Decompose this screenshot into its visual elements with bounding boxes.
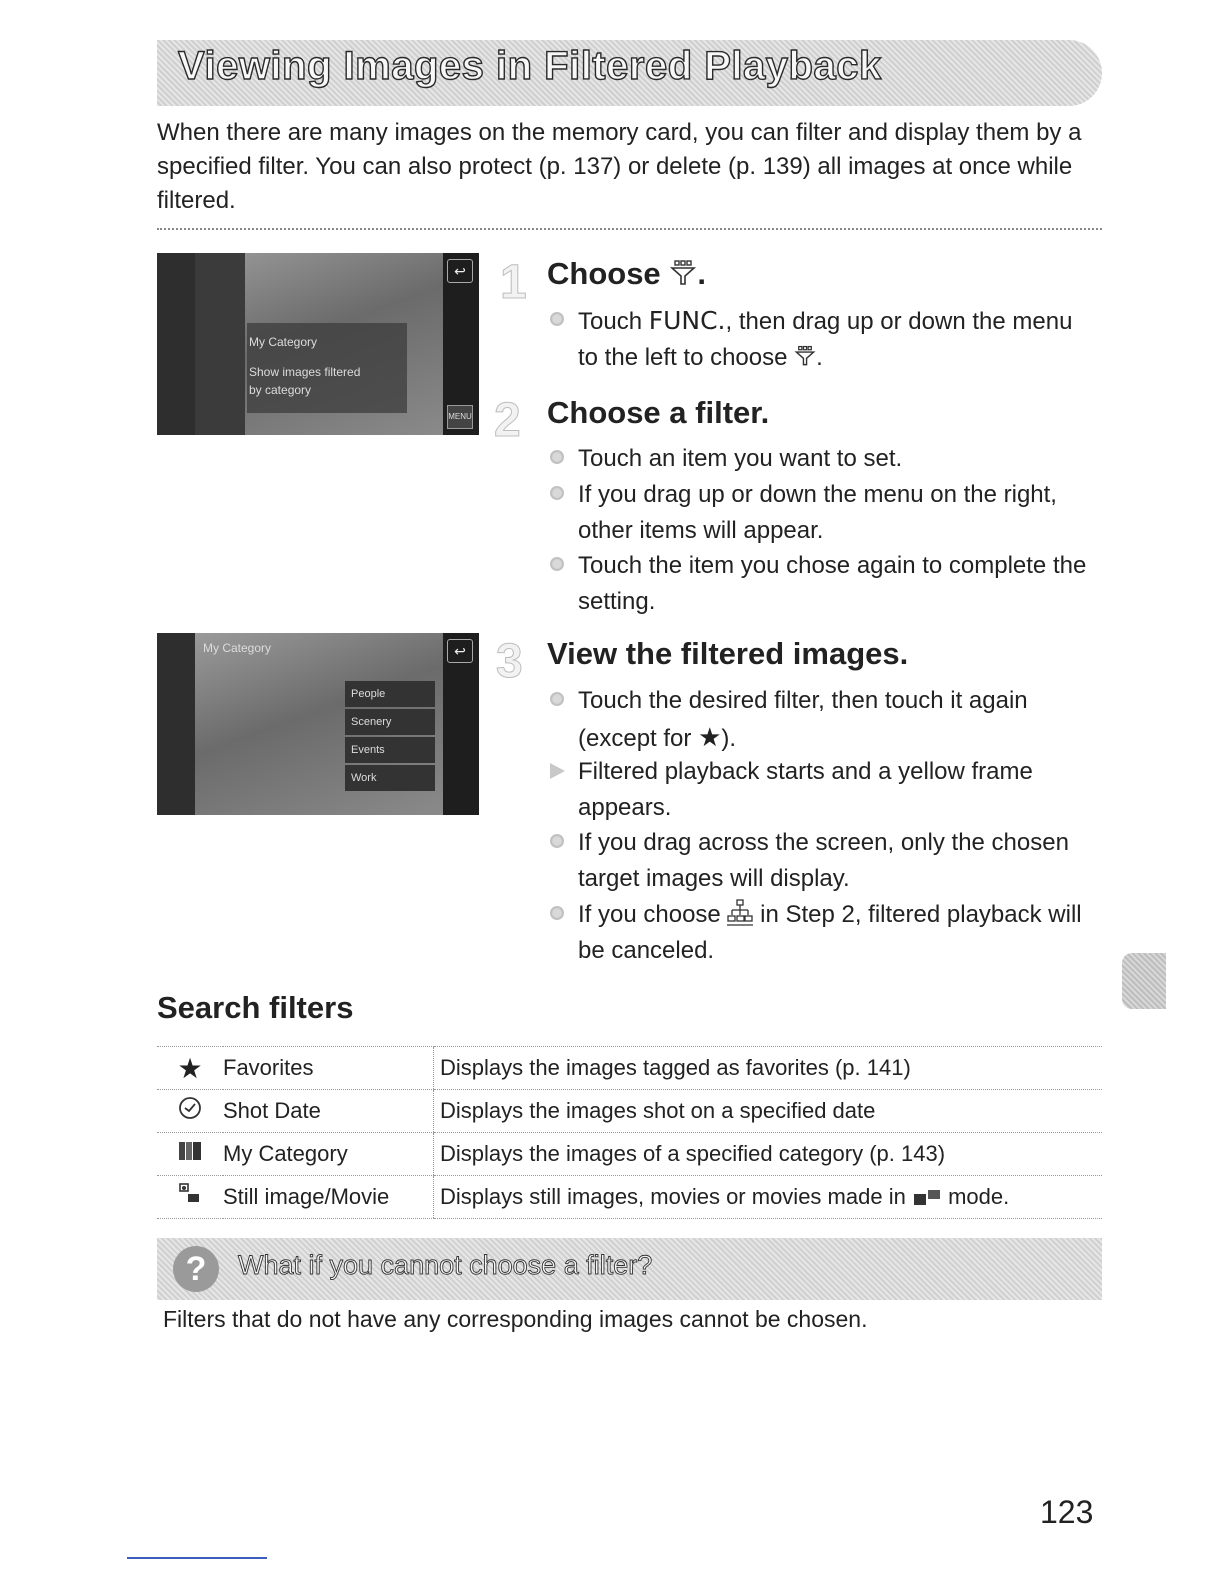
- menu-item-label: Show images filtered: [249, 365, 361, 379]
- tip-body: Filters that do not have any corresponding images cannot be chosen.: [163, 1306, 868, 1332]
- camera-screenshot-2: [157, 633, 479, 815]
- menu-item-label: by category: [249, 383, 312, 397]
- filter-option: Work: [345, 765, 435, 791]
- footer-line: [127, 1557, 267, 1559]
- bullet-text: If you choose: [578, 901, 721, 928]
- question-icon: ?: [173, 1246, 219, 1292]
- bullet-icon: [550, 312, 564, 326]
- filter-description: Displays the images of a specified category (p. 143): [434, 1133, 1103, 1176]
- step2-bullet: [578, 548, 1098, 620]
- filter-option: Events: [345, 737, 435, 763]
- step3-bullet: [578, 897, 1098, 969]
- result-arrow-icon: [550, 763, 565, 779]
- star-icon: ★: [157, 1047, 223, 1090]
- table-row: [157, 1176, 1102, 1219]
- step2-bullet: [578, 477, 1098, 549]
- step-heading: View the filtered images.: [547, 636, 909, 671]
- bullet-text: ).: [721, 725, 737, 752]
- star-icon: ★: [698, 722, 722, 752]
- bullet-icon: [550, 834, 564, 848]
- back-icon: ↩: [447, 639, 473, 663]
- clock-icon: [157, 1090, 223, 1133]
- left-bar: [157, 633, 195, 815]
- category-icon: [157, 1133, 223, 1176]
- bullet-text: Filtered playback starts and a yellow frame appears.: [578, 758, 1033, 821]
- menu-button: MENU: [447, 405, 473, 429]
- filter-description: [434, 1176, 1103, 1219]
- filter-name: Favorites: [223, 1047, 434, 1090]
- bullet-text: in Step 2, filtered playback will be canceled.: [578, 901, 1082, 964]
- table-row: [157, 1133, 1102, 1176]
- step2-bullet: [578, 441, 1098, 477]
- page-title: Viewing Images in Filtered Playback: [178, 44, 882, 88]
- bullet-icon: [550, 906, 564, 920]
- screen-label: My Category: [203, 641, 272, 655]
- func-label: FUNC.: [648, 306, 726, 335]
- bullet-icon: [550, 450, 564, 464]
- filter-option: Scenery: [345, 709, 435, 735]
- table-row: [157, 1090, 1102, 1133]
- search-filters-table: [157, 1046, 1102, 1219]
- page-number: 123: [1040, 1494, 1094, 1530]
- bullet-text: .: [816, 344, 823, 371]
- step-heading: [547, 256, 706, 292]
- bullet-text: If you drag up or down the menu on the right, other items will appear.: [578, 481, 1057, 544]
- divider: [157, 228, 1102, 230]
- step-number: 2: [494, 394, 521, 447]
- filter-name: My Category: [223, 1133, 434, 1176]
- step-heading-text: Choose: [547, 256, 661, 291]
- bullet-text: Touch the desired filter, then touch it again (except for: [578, 687, 1028, 752]
- bullet-text: Touch an item you want to set.: [578, 445, 903, 472]
- bullet-icon: [550, 486, 564, 500]
- step-number: 1: [500, 256, 527, 309]
- table-row: [157, 1047, 1102, 1090]
- chapter-tab: [1122, 953, 1166, 1009]
- cancel-filter-icon: [727, 899, 753, 927]
- filter-icon: [669, 260, 697, 286]
- step-heading: Choose a filter.: [547, 395, 770, 430]
- bullet-text: , then drag up or down the menu to the left to choose: [578, 308, 1073, 371]
- filter-description: Displays the images tagged as favorites (p. 141): [434, 1047, 1103, 1090]
- function-menu-column: [195, 253, 245, 435]
- bullet-icon: [550, 692, 564, 706]
- tip-heading: What if you cannot choose a filter?: [238, 1250, 653, 1280]
- bullet-text: If you drag across the screen, only the chosen target images will display.: [578, 829, 1069, 892]
- step3-result: [578, 754, 1103, 826]
- movie-digest-icon: [912, 1186, 942, 1208]
- camera-screenshot-1: [157, 253, 479, 435]
- description-text: Displays still images, movies or movies made in: [440, 1184, 906, 1209]
- back-icon: ↩: [447, 259, 473, 283]
- period: .: [697, 256, 706, 291]
- intro-paragraph: When there are many images on the memory card, you can filter and display them by a specified filter. You can also protect (p. 137) or delete (p. 139) all images at once while filtered.: [157, 119, 1082, 214]
- section-title: Search filters: [157, 990, 354, 1025]
- filter-option: People: [345, 681, 435, 707]
- step3-bullet: [578, 825, 1098, 897]
- left-bar: [157, 253, 195, 435]
- filter-description: Displays the images shot on a specified date: [434, 1090, 1103, 1133]
- step3-bullet: [578, 683, 1103, 757]
- step1-bullet: [578, 303, 1098, 376]
- menu-item-label: My Category: [249, 335, 318, 349]
- step-number: 3: [496, 635, 523, 688]
- filter-icon: [794, 345, 816, 367]
- bullet-text: Touch the item you chose again to complete the setting.: [578, 552, 1087, 615]
- filter-name: Shot Date: [223, 1090, 434, 1133]
- still-movie-icon: [157, 1176, 223, 1219]
- description-text: mode.: [948, 1184, 1010, 1209]
- filter-name: Still image/Movie: [223, 1176, 434, 1219]
- bullet-icon: [550, 557, 564, 571]
- bullet-text: Touch: [578, 308, 643, 335]
